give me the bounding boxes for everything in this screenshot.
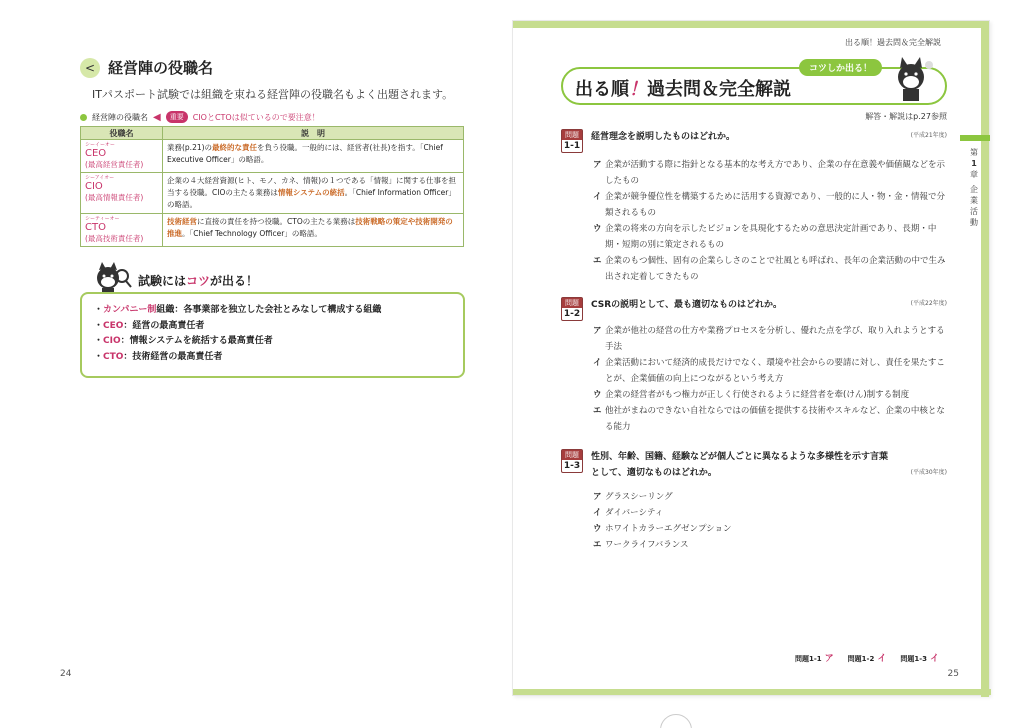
option-key: エ <box>593 406 602 416</box>
list-item <box>593 355 947 387</box>
table-row <box>81 214 464 247</box>
answer-key: ア <box>824 654 834 664</box>
roles-table <box>80 126 464 247</box>
desc-text: を負う役職。一般的には、経営者(社長)を指す。「Chief Executive Officer」の略語。 <box>167 143 443 164</box>
option-key: イ <box>593 358 602 368</box>
role-ruby: シーイーオー <box>85 142 115 148</box>
role-name: (最高経営責任者) <box>85 160 144 169</box>
role-name: (最高技術責任者) <box>85 234 144 243</box>
kotsu-desc: ：技術経営の最高責任者 <box>123 351 223 362</box>
chapter-char: 動 <box>970 218 978 227</box>
list-item <box>593 323 947 355</box>
answer-strip <box>795 651 939 664</box>
question-label <box>561 129 583 153</box>
section-banner <box>561 64 947 105</box>
role-name: (最高情報責任者) <box>85 193 144 202</box>
question-year: (平成22年度) <box>910 300 947 307</box>
question-number: 1-3 <box>563 461 581 471</box>
question-text: 経営理念を説明したものはどれか。 <box>591 132 736 142</box>
answer-key: イ <box>930 654 940 664</box>
option-text: ワークライフバランス <box>605 540 689 550</box>
chapter-tab <box>960 135 990 141</box>
option-text: 企業の経営者がもつ権力が正しく行使されるように経営者を牽(けん)制する制度 <box>605 390 910 400</box>
option-list <box>593 323 947 435</box>
option-key: イ <box>593 508 602 518</box>
section-intro: ITパスポート試験では組織を束ねる経営陣の役職名もよく出題されます。 <box>92 88 454 101</box>
kotsu-title <box>138 272 258 289</box>
list-item <box>593 189 947 221</box>
bottom-border <box>513 689 991 695</box>
kotsu-term: CIO <box>103 336 121 346</box>
banner-title-accent: ！ <box>629 79 647 100</box>
page-number-right: 25 <box>947 669 959 679</box>
option-key: イ <box>593 192 602 202</box>
role-abbr: CIO <box>85 181 103 192</box>
list-item: ・CIO：情報システムを統括する最高責任者 <box>94 336 273 346</box>
option-text: 企業のもつ個性、固有の企業らしさのことで社風とも呼ばれ、長年の企業活動の中で生み出され定着してきたもの <box>605 256 946 282</box>
table-caption-text: 経営陣の役職名 <box>92 112 148 122</box>
description-cell <box>163 140 464 173</box>
option-key: エ <box>593 256 602 266</box>
banner-title <box>575 75 791 101</box>
option-key: エ <box>593 540 602 550</box>
desc-highlight: 技術戦略の策定や技術開発の推進 <box>167 217 453 238</box>
chapter-char: 企 <box>970 185 978 194</box>
option-list <box>593 157 947 285</box>
table-header-description: 説 明 <box>163 127 464 140</box>
option-text: 企業が他社の経営の仕方や業務プロセスを分析し、優れた点を学び、取り入れようとする手法 <box>605 326 945 352</box>
section-title: 経営陣の役職名 <box>108 59 214 77</box>
kotsu-box <box>80 292 465 378</box>
option-text: ダイバーシティ <box>605 508 664 518</box>
option-text: 企業活動において経済的成長だけでなく、環境や社会からの要請に対し、責任を果たすことが、企業価値の向上につながるという考え方 <box>605 358 945 384</box>
question-year: (平成30年度) <box>910 469 947 476</box>
list-item <box>593 403 947 435</box>
list-item <box>593 489 947 505</box>
answer-question: 問題1-1 <box>795 655 822 663</box>
desc-highlight: 技術経営 <box>167 217 197 226</box>
answer-item <box>900 651 939 664</box>
bullet-dot-icon <box>80 114 87 121</box>
kotsu-title-accent: コツ <box>186 273 211 288</box>
table-header-role: 役職名 <box>81 127 163 140</box>
chapter-char: 章 <box>970 170 978 179</box>
running-head: 出る順！過去問＆完全解説 <box>845 38 941 47</box>
answer-key: イ <box>877 654 887 664</box>
role-ruby: シーアイオー <box>85 175 115 181</box>
option-key: ウ <box>593 524 602 534</box>
list-item <box>593 157 947 189</box>
role-cell <box>81 173 163 214</box>
option-text: グラスシーリング <box>605 492 673 502</box>
answer-item <box>848 651 887 664</box>
caption-note: CIOとCTOは似ているので要注意！ <box>192 112 320 122</box>
answer-item <box>795 651 834 664</box>
list-item <box>593 537 947 553</box>
question-1-1 <box>561 129 947 282</box>
description-cell <box>163 173 464 214</box>
banner-title-text: 過去問＆完全解説 <box>647 79 791 100</box>
desc-highlight: 情報システムの統括 <box>277 188 345 197</box>
important-badge: 重要 <box>166 111 188 123</box>
question-text: 性別、年齢、国籍、経験などが個人ごとに異なるような多様性を示す言葉として、適切なものはどれか。 <box>591 452 889 478</box>
question-1-2 <box>561 297 947 437</box>
table-row <box>81 140 464 173</box>
list-item <box>593 505 947 521</box>
list-item: ・カンパニー制組織：各事業部を独立した会社とみなして構成する組織 <box>94 305 382 315</box>
question-label-top: 問題 <box>562 450 582 460</box>
list-item <box>593 253 947 285</box>
role-ruby: シーティーオー <box>85 216 120 222</box>
desc-text: 業務(p.21)の <box>167 143 213 152</box>
question-year: (平成21年度) <box>910 132 947 139</box>
role-cell <box>81 140 163 173</box>
list-item <box>593 387 947 403</box>
kotsu-term: CTO <box>103 351 124 362</box>
option-key: ア <box>593 160 602 170</box>
page-turn-button[interactable] <box>660 714 692 728</box>
desc-text: 企業の４大経営資源(ヒト、モノ、カネ、情報)の１つである「情報」に関する仕事を担当する役職。CIOの主たる業務は <box>167 176 457 197</box>
top-border <box>513 21 983 28</box>
option-text: 企業の将来の方向を示したビジョンを具現化するための意思決定計画であり、長期・中期・短期の別に策定されるもの <box>605 224 937 250</box>
question-label <box>561 449 583 473</box>
desc-highlight: 最終的な責任 <box>212 143 258 152</box>
option-key: ウ <box>593 390 602 400</box>
question-label-top: 問題 <box>562 298 582 308</box>
option-text: 企業が活動する際に指針となる基本的な考え方であり、企業の存在意義や価値観などを示したもの <box>605 160 946 186</box>
table-row <box>81 173 464 214</box>
dog-mascot-icon <box>889 55 935 103</box>
role-abbr: CTO <box>85 222 106 233</box>
kotsu-desc: ：経営の最高責任者 <box>123 320 205 331</box>
section-heading <box>80 57 213 78</box>
banner-title-text: 出る順 <box>575 79 629 100</box>
question-number: 1-2 <box>563 309 581 319</box>
list-item: ・CEO：経営の最高責任者 <box>94 320 205 331</box>
kotsu-pill: コツしか出る！ <box>799 59 882 76</box>
kotsu-title-text: 試験には <box>138 273 187 288</box>
right-page <box>512 20 990 696</box>
option-key: ア <box>593 326 602 336</box>
chapter-char: 第 <box>970 148 978 157</box>
kotsu-title-text: が出る！ <box>210 273 259 288</box>
list-item <box>593 521 947 537</box>
option-text: 他社がまねのできない自社ならではの価値を提供する技術やスキルなど、企業の中核となる能力 <box>605 406 945 432</box>
role-cell <box>81 214 163 247</box>
question-1-3 <box>561 449 947 559</box>
answer-reference: 解答・解説はp.27参照 <box>865 112 947 121</box>
page-number-left: 24 <box>60 669 72 679</box>
share-icon: < <box>80 58 100 78</box>
kotsu-desc: 組織：各事業部を独立した会社とみなして構成する組織 <box>156 305 382 315</box>
chapter-char: 活 <box>970 207 978 216</box>
desc-text: 。「Chief Technology Officer」の略語。 <box>182 229 322 238</box>
chapter-char: 1 <box>971 159 977 168</box>
desc-text: 。「Chief Information Officer」の略語。 <box>167 188 456 209</box>
list-item: ・CTO：技術経営の最高責任者 <box>94 351 223 362</box>
answer-question: 問題1-2 <box>847 655 875 663</box>
question-label-top: 問題 <box>562 130 582 140</box>
option-key: ウ <box>593 224 602 234</box>
kotsu-desc: ：情報システムを統括する最高責任者 <box>120 336 273 346</box>
option-key: ア <box>593 492 602 502</box>
answer-question: 問題1-3 <box>900 655 927 663</box>
side-border <box>981 21 989 697</box>
chapter-char: 業 <box>970 196 978 205</box>
desc-text: に直接の責任を持つ役職。CTOの主たる業務は <box>197 217 356 226</box>
table-caption <box>80 111 320 123</box>
list-item <box>593 221 947 253</box>
arrow-left-icon: ◀ <box>153 111 161 123</box>
chapter-label <box>967 147 981 228</box>
option-text: 企業が競争優位性を構築するために活用する資源であり、一般的に人・物・金・情報で分類されるもの <box>605 192 946 218</box>
kotsu-term: CEO <box>103 320 124 331</box>
kotsu-term: カンパニー制 <box>103 305 157 315</box>
role-abbr: CEO <box>85 148 107 159</box>
question-number: 1-1 <box>563 141 581 151</box>
description-cell <box>163 214 464 247</box>
option-text: ホワイトカラーエグゼンプション <box>605 524 732 534</box>
question-text: CSRの説明として、最も適切なものはどれか。 <box>591 300 783 310</box>
question-label <box>561 297 583 321</box>
option-list <box>593 489 947 553</box>
